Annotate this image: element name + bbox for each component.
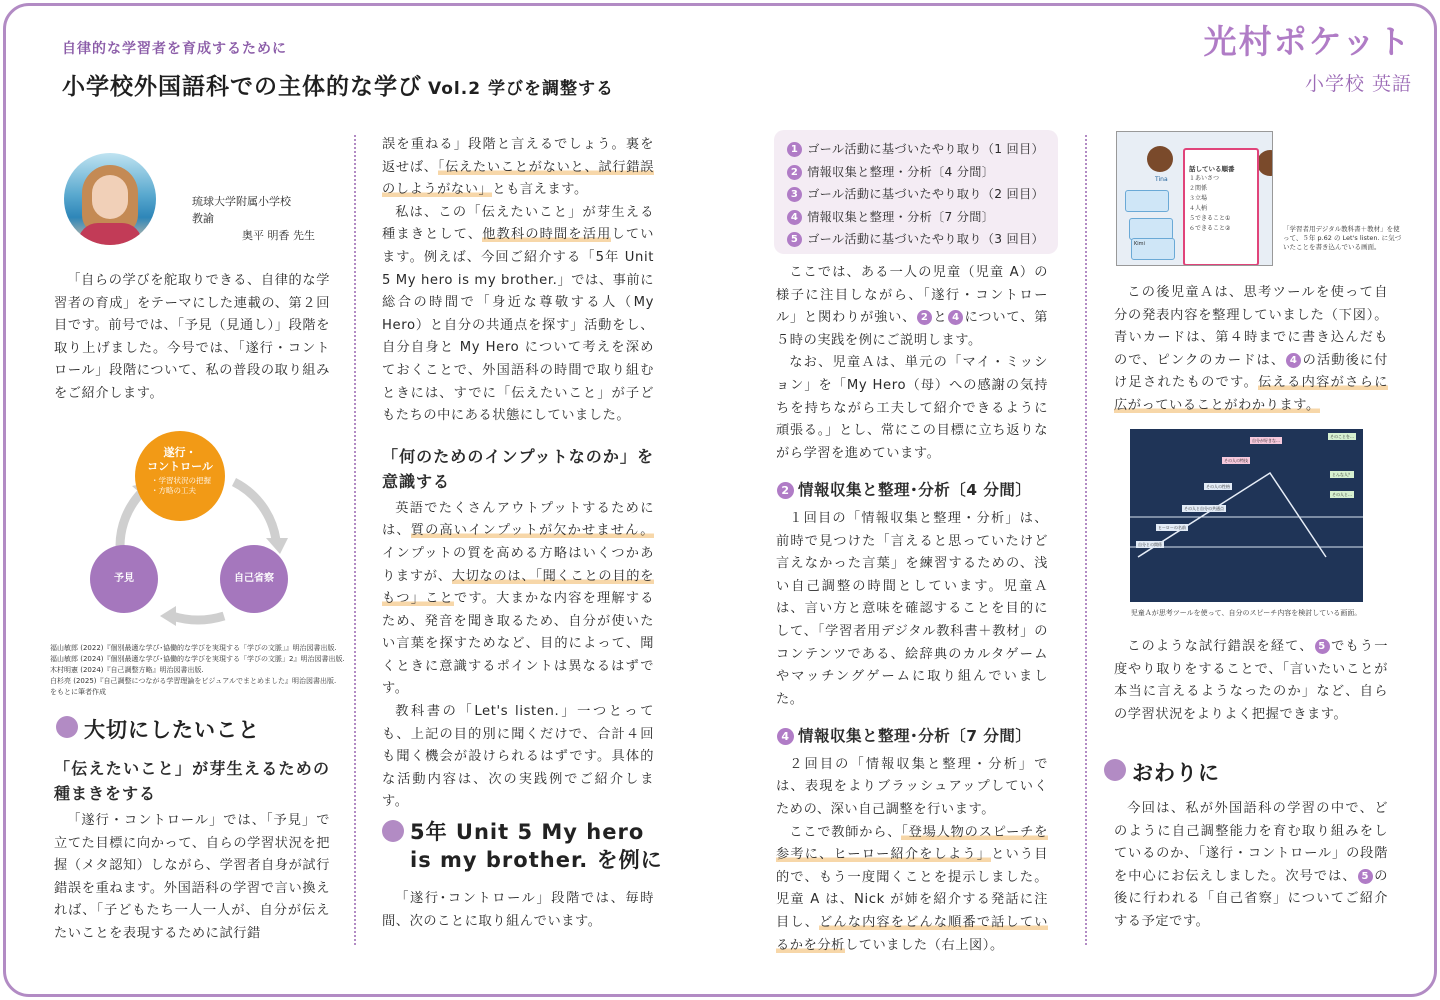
column-4 — [1114, 282, 1388, 418]
lesson-step-item: 5 ゴール活動に基づいたやり取り（3 回目） — [786, 228, 1058, 251]
brand-block — [1204, 16, 1412, 96]
column-separator — [1085, 135, 1087, 945]
subheading-input: 「何のためのインプットなのか」を意識する — [382, 446, 654, 491]
col2-paragraph-5: 「遂行･コントロール」段階では、毎時間、次のことに取り組んでいます。 — [382, 891, 654, 929]
cycle-node-execution: 遂行・ コントロール ・学習状況の把握 ・方略の工夫 — [135, 431, 225, 521]
author-name: 奥平 明香 先生 — [242, 229, 315, 242]
subheading-seed: 「伝えたいこと」が芽生えるための種まきをする — [54, 759, 330, 803]
bullet-dot — [56, 716, 78, 738]
sticky-note-card: 話している順番 １あいさつ ２関係 ３立場 ４人柄 ５できること① ６できること② — [1183, 148, 1259, 266]
article-title — [62, 68, 614, 101]
cycle-node-forethought: 予見 — [90, 545, 158, 613]
col2-paragraph-1: 誤を重ねる」段階と言えるでしょう。裏を返せば、「伝えたいことがないと、試行錯誤のしようがない」とも言えます。 — [382, 137, 654, 198]
col2-paragraph-3: 英語でたくさんアウトプットするためには、質の高いインプットが欠かせません。インプットの質を高める方略はいくつかありますが、大切なのは、「聞くことの目的をもつ」ことです。大まかな内容を理解するため、発音を聞き取るため、自分が使いたい言葉を探すためなど、目的によって、聞くときに意識するポイントは異なるはずです。 — [382, 500, 655, 697]
col4-paragraph-3: 今回は、私が外国語科の学習の中で、どのように自己調整能力を育む取り組みをしているのか、「遂行・コントロール」の段階を中心にお伝えしました。次号では、 5 の後に行われる「自己省察」についてご紹介する予定です。 — [1114, 801, 1388, 929]
note-card — [1125, 190, 1169, 212]
lesson-steps-box — [774, 130, 1058, 254]
col2-paragraph-2: 私は、この「伝えたいこと」が芽生える種まきとして、他教科の時間を活用しています。例えば、今回ご紹介する「5年 Unit 5 My hero is my brother.」では、事前に総合の時間で「身近な尊敬する人（My Hero）と自分の共通点を探す」活動をし、自分自身と My Hero について考えを深めておくことで、外国語科の時間で取り組むときには、すでに「伝えたいこと」が子どもたちの中にある状態にしていました。 — [382, 204, 654, 424]
pyramid-chart-lines — [1130, 429, 1363, 602]
screenshot-caption-2: 児童Ａが思考ツールを使って、自分のスピーチ内容を検討している画面。 — [1130, 609, 1362, 617]
col4-paragraph-1: この後児童Ａは、思考ツールを使って自分の発表内容を整理していました（下図）。青いカードは、第４時までに書き込んだもので、ピンクのカードは、 4 の活動後に付け足されたものです。伝える内容がさらに広がっていることがわかります。 — [1114, 285, 1388, 413]
section1-body — [54, 756, 330, 946]
section-heading-conclusion: おわりに — [1104, 757, 1220, 787]
lesson-step-item: 3 ゴール活動に基づいたやり取り（2 回目） — [786, 183, 1058, 206]
author-photo — [64, 153, 156, 245]
character-avatar — [1147, 146, 1173, 172]
intro-paragraph: 「自らの学びを舵取りできる、自律的な学習者の育成」をテーマにした連載の、第２回目です。前号では、「予見（見通し）」段階を取り上げました。今号では、「遂行・コントロール」段階について、私の普段の取り組みをご紹介します。 — [54, 273, 330, 401]
column-1 — [54, 270, 330, 406]
note-card — [1129, 218, 1173, 240]
brand-sub: 小学校 英語 — [1304, 73, 1412, 95]
note-card: Kimi — [1131, 238, 1175, 260]
col3-paragraph-3: １回目の「情報収集と整理・分析」は、前時で見つけた「言えると思っていたけど言えなかった言葉」を練習するための、浅い自己調整の時間としています。児童Ａは、言い方と意味を確認することを目的にして、「学習者用デジタル教科書＋教材」のコンテンツである、絵辞典のカルタゲームやマッチングゲームに取り組んでいました。 — [776, 510, 1048, 707]
lesson-step-item: 4 情報収集と整理・分析〔7 分間〕 — [786, 206, 1058, 229]
references: 福山敏郎 (2022)『個別最適な学び･協働的な学びを実現する「学びの文脈」』明治図書出版. 福山敏郎 (2024)『個別最適な学び･協働的な学びを実現する「学びの文脈」2』明治図書出版. 木村明憲 (2024)『自己調整方略』明治図書出版. 白杉亮 (2025)『自己調整につながる学習理論をビジュアルでまとめました』明治図書出版. をもとに筆者作成 — [50, 644, 345, 696]
section-heading-important: 大切にしたいこと — [56, 714, 260, 744]
author-info — [192, 193, 315, 244]
col3-paragraph-4: ２回目の「情報収集と整理・分析」では、表現をよりブラッシュアップしていくための、深い自己調整を行います。 — [776, 756, 1048, 818]
title-vol: Vol.2 学びを調整する — [428, 79, 614, 99]
cycle-node-reflection: 自己省察 — [220, 545, 288, 613]
thinking-tool-screenshot: 自分との関係 ヒーローの名前 その人と自分の共通点 その人の性格 その人の特技 自分が好きな… そのことを… とんな人？ その人と… — [1130, 429, 1363, 602]
bullet-dot — [382, 820, 404, 842]
digital-textbook-screenshot: Tina Kimi 話している順番 １あいさつ ２関係 ３立場 ４人柄 ５できること① ６できること② — [1116, 131, 1273, 266]
title-main: 小学校外国語科での主体的な学び — [62, 74, 422, 100]
column-2 — [382, 134, 654, 814]
conclusion-body — [1114, 798, 1388, 934]
column-4-lower — [1114, 636, 1388, 726]
col2-tail — [382, 888, 654, 933]
col3-paragraph-5: ここで教師から、「登場人物のスピーチを参考に、ヒーロー紹介をしよう」という目的で、もう一度聞くことを提示しました。児童 A は、Nick が姉を紹介する発話に注目し、どんな内容をどんな順番で話しているかを分析していました（右上図）。 — [776, 824, 1048, 953]
column-separator — [354, 135, 356, 945]
series-subtitle: 自律的な学習者を育成するために — [62, 41, 287, 57]
column-3 — [776, 262, 1048, 957]
author-role: 教諭 — [192, 212, 214, 225]
lesson-step-item: 1 ゴール活動に基づいたやり取り（1 回目） — [786, 138, 1058, 161]
section-heading-unit5: 5年 Unit 5 My hero is my brother. を例に — [382, 818, 663, 874]
col4-paragraph-2: このような試行錯誤を経て、 5 でもう一度やり取りをすることで、「言いたいことが本当に言えるようなったのか」など、自らの学習状況をよりよく把握できます。 — [1114, 639, 1388, 722]
author-affiliation: 琉球大学附属小学校 — [192, 195, 291, 208]
col3-paragraph-2: なお、児童Ａは、単元の「マイ・ミッション」を「My Hero（母）への感謝の気持ちを持ちながら工夫して紹介できるように頑張る。」とし、常にこの目標に立ち返りながら学習を進めています。 — [776, 355, 1048, 461]
col3-paragraph-1: ここでは、ある一人の児童（児童 A）の様子に注目しながら、「遂行・コントロール」と関わりが強い、 2 と 4 について、第５時の実践を例にご説明します。 — [776, 265, 1048, 348]
character-avatar — [1257, 150, 1273, 176]
self-regulation-cycle-diagram — [84, 420, 314, 630]
heading-step2: 2 情報収集と整理･分析〔4 分間〕 — [776, 479, 1048, 502]
col2-paragraph-4: 教科書の「Let's listen.」一つとっても、上記の目的別に聞くだけで、合計４回も聞く機会が設けられるはずです。具体的な活動内容は、次の実践例でご紹介します。 — [382, 704, 654, 810]
section1-paragraph: 「遂行・コントロール」では、「予見」で立てた目標に向かって、自らの学習状況を把握（メタ認知）しながら、学習者自身が試行錯誤を重ねます。外国語科の学習で言い換えれば、「子どもたち一人一人が、自分が伝えたいことを表現するために試行錯 — [54, 813, 330, 941]
lesson-step-item: 2 情報収集と整理・分析〔4 分間〕 — [786, 161, 1058, 184]
bullet-dot — [1104, 759, 1126, 781]
brand-logo: 光村ポケット — [1203, 22, 1412, 61]
screenshot-caption-1: 「学習者用デジタル教科書＋教材」を使って、５年 p.62 の Let's listen. に気づいたことを書き込んでいる画面。 — [1283, 225, 1402, 251]
heading-step4: 4 情報収集と整理･分析〔7 分間〕 — [776, 725, 1048, 748]
